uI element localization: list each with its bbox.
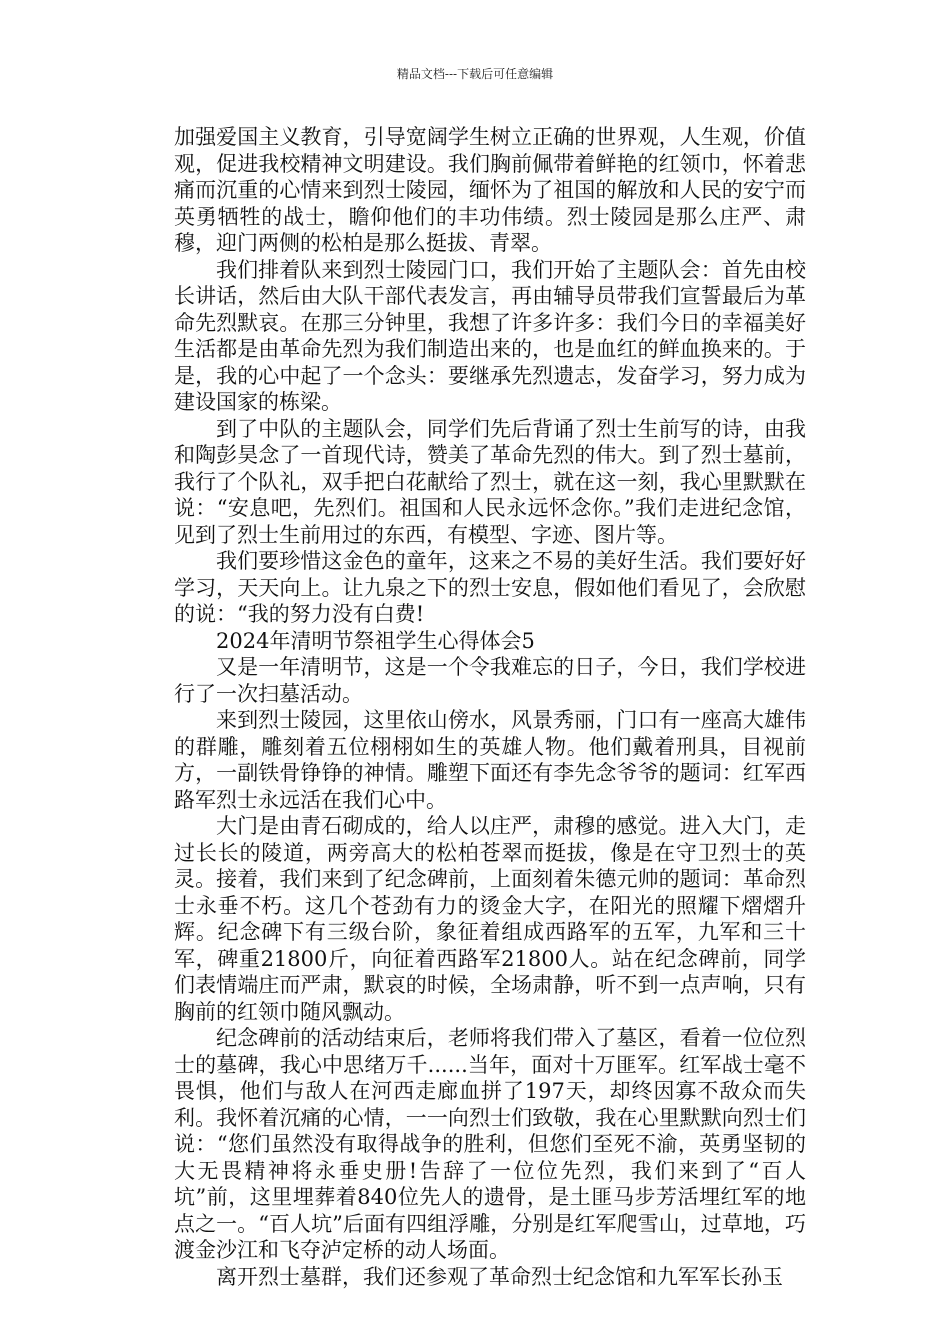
paragraph: 加强爱国主义教育，引导宽阔学生树立正确的世界观，人生观，价值观，促进我校精神文明建设。我们胸前佩带着鲜艳的红领巾，怀着悲痛而沉重的心情来到烈士陵园，缅怀为了祖国的解放和人民的安宁而英勇牺牲的战士，瞻仰他们的丰功伟绩。烈士陵园是那么庄严、肃穆，迎门两侧的松柏是那么挺拔、青翠。 xyxy=(174,125,806,255)
page-header: 精品文档---下载后可任意编辑 xyxy=(396,67,554,81)
paragraph: 大门是由青石砌成的，给人以庄严，肃穆的感觉。进入大门，走过长长的陵道，两旁高大的松柏苍翠而挺拔，像是在守卫烈士的英灵。接着，我们来到了纪念碑前，上面刻着朱德元帅的题词：革命烈士永垂不朽。这几个苍劲有力的烫金大字，在阳光的照耀下熠熠升辉。纪念碑下有三级台阶，象征着组成西路军的五军，九军和三十军，碑重21800斤，向征着西路军21800人。站在纪念碑前，同学们表情端庄而严肃，默哀的时候，全场肃静，听不到一点声响，只有胸前的红领巾随风飘动。 xyxy=(174,814,806,1024)
paragraph: 我们排着队来到烈士陵园门口，我们开始了主题队会：首先由校长讲话，然后由大队干部代表发言，再由辅导员带我们宣誓最后为革命先烈默哀。在那三分钟里，我想了许多许多：我们今日的幸福美好生活都是由革命先烈为我们制造出来的，也是血红的鲜血换来的。于是，我的心中起了一个念头：要继承先烈遗志，发奋学习，努力成为建设国家的栋梁。 xyxy=(174,257,806,414)
paragraph: 离开烈士墓群，我们还参观了革命烈士纪念馆和九军军长孙玉 xyxy=(216,1264,783,1289)
section-heading: 2024年清明节祭祖学生心得体会5 xyxy=(216,628,535,653)
paragraph: 又是一年清明节，这是一个令我难忘的日子，今日，我们学校进行了一次扫墓活动。 xyxy=(174,655,806,706)
paragraph: 我们要珍惜这金色的童年，这来之不易的美好生活。我们要好好学习，天天向上。让九泉之下的烈士安息，假如他们看见了，会欣慰的说：“我的努力没有白费! xyxy=(174,549,806,626)
paragraph: 来到烈士陵园，这里依山傍水，风景秀丽，门口有一座高大雄伟的群雕，雕刻着五位栩栩如生的英雄人物。他们戴着刑具，目视前方，一副铁骨铮铮的神情。雕塑下面还有李先念爷爷的题词：红军西路军烈士永远活在我们心中。 xyxy=(174,708,806,812)
paragraph: 到了中队的主题队会，同学们先后背诵了烈士生前写的诗，由我和陶彭昊念了一首现代诗，赞美了革命先烈的伟大。到了烈士墓前，我行了个队礼，双手把白花献给了烈士，就在这一刻，我心里默默在说：“安息吧，先烈们。祖国和人民永远怀念你。”我们走进纪念馆，见到了烈士生前用过的东西，有模型、字迹、图片等。 xyxy=(174,416,806,547)
document-body xyxy=(174,124,806,1290)
paragraph: 纪念碑前的活动结束后，老师将我们带入了墓区，看着一位位烈士的墓碑，我心中思绪万千......当年，面对十万匪军。红军战士毫不畏惧，他们与敌人在河西走廊血拼了197天，却终因寡不敌众而失利。我怀着沉痛的心情，一一向烈士们致敬，我在心里默默向烈士们说：“您们虽然没有取得战争的胜利，但您们至死不渝，英勇坚韧的大无畏精神将永垂史册!告辞了一位位先烈，我们来到了“百人坑”前，这里埋葬着840位先人的遗骨，是土匪马步芳活埋红军的地点之一。“百人坑”后面有四组浮雕，分别是红军爬雪山，过草地，巧渡金沙江和飞夺泸定桥的动人场面。 xyxy=(174,1026,806,1262)
